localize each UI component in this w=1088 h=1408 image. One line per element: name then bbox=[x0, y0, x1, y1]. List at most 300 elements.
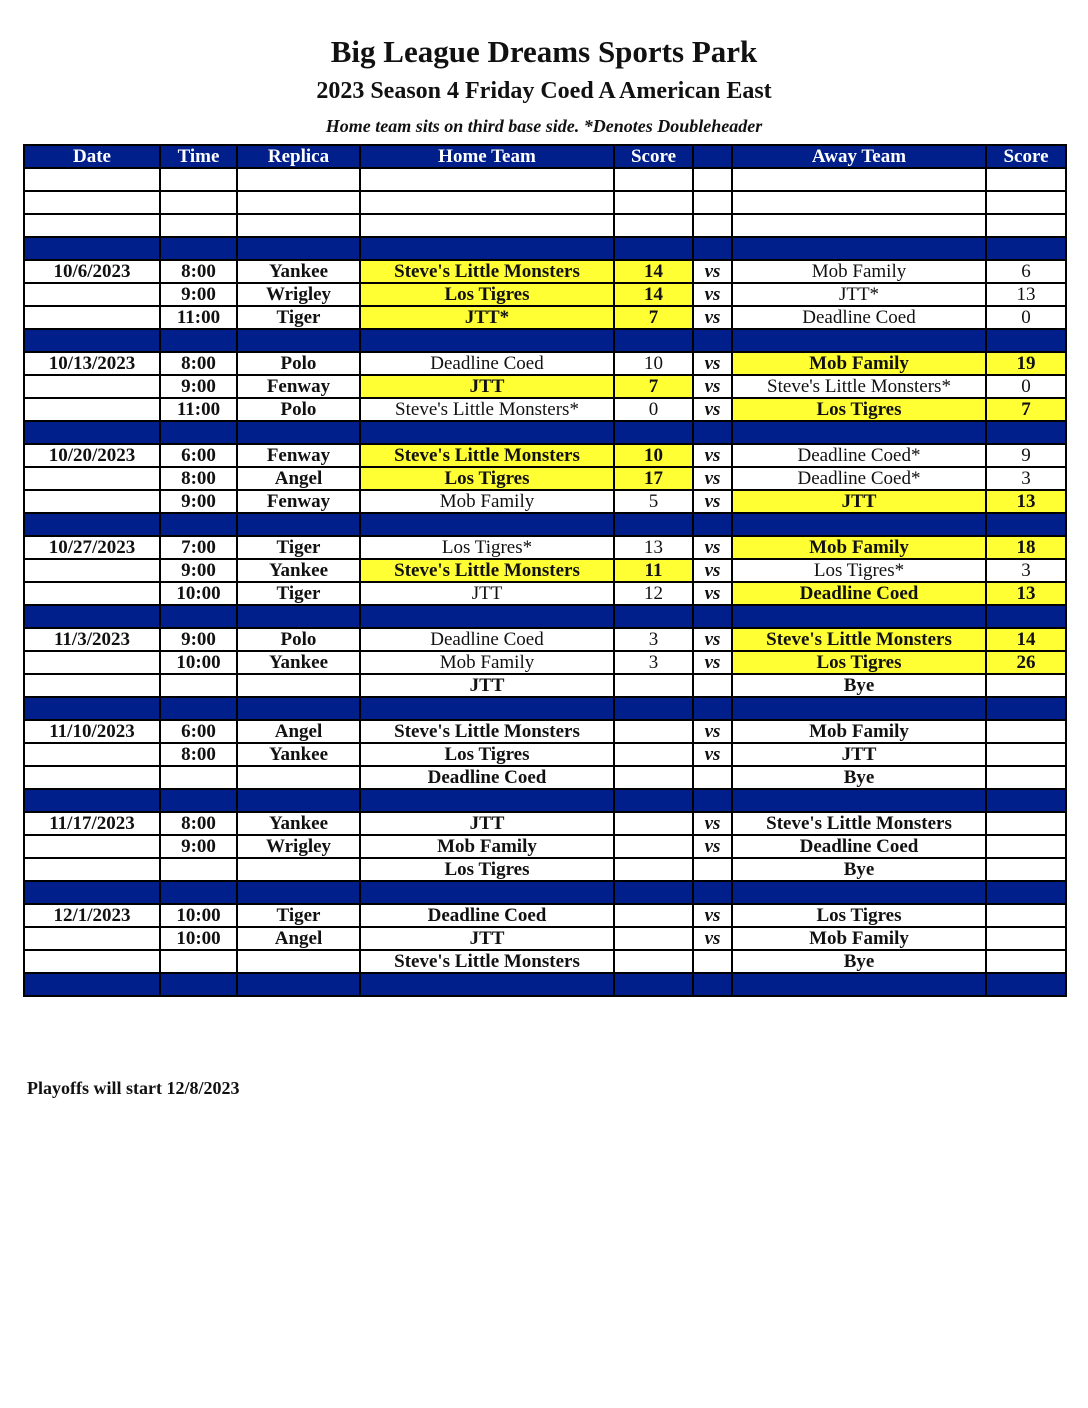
empty-cell bbox=[614, 237, 693, 260]
game-row bbox=[24, 812, 1066, 835]
replica-cell bbox=[237, 766, 360, 789]
home-score-cell: 11 bbox=[614, 559, 693, 582]
replica-cell: Fenway bbox=[237, 375, 360, 398]
vs-cell: vs bbox=[693, 375, 732, 398]
date-cell: 11/3/2023 bbox=[24, 628, 160, 651]
empty-cell bbox=[614, 214, 693, 237]
empty-cell bbox=[24, 329, 160, 352]
home-score-cell bbox=[614, 812, 693, 835]
empty-cell bbox=[160, 237, 237, 260]
empty-cell bbox=[160, 214, 237, 237]
replica-cell: Fenway bbox=[237, 490, 360, 513]
replica-cell: Tiger bbox=[237, 904, 360, 927]
empty-cell bbox=[24, 697, 160, 720]
date-cell: 11/17/2023 bbox=[24, 812, 160, 835]
away-team-cell: Deadline Coed bbox=[732, 582, 986, 605]
date-cell: 10/13/2023 bbox=[24, 352, 160, 375]
empty-cell bbox=[360, 237, 614, 260]
date-cell bbox=[24, 835, 160, 858]
date-cell bbox=[24, 559, 160, 582]
empty-cell bbox=[986, 329, 1066, 352]
empty-cell bbox=[360, 789, 614, 812]
away-score-cell: 0 bbox=[986, 375, 1066, 398]
time-cell: 10:00 bbox=[160, 904, 237, 927]
game-row bbox=[24, 628, 1066, 651]
vs-cell: vs bbox=[693, 582, 732, 605]
date-cell bbox=[24, 674, 160, 697]
replica-cell bbox=[237, 950, 360, 973]
col-date-header: Date bbox=[24, 145, 160, 168]
replica-cell: Tiger bbox=[237, 306, 360, 329]
home-team-cell: Los Tigres bbox=[360, 283, 614, 306]
empty-cell bbox=[160, 191, 237, 214]
time-cell bbox=[160, 950, 237, 973]
empty-cell bbox=[986, 973, 1066, 996]
empty-cell bbox=[693, 881, 732, 904]
away-team-cell: Mob Family bbox=[732, 260, 986, 283]
empty-cell bbox=[360, 214, 614, 237]
game-row bbox=[24, 651, 1066, 674]
empty-cell bbox=[693, 973, 732, 996]
home-score-cell: 10 bbox=[614, 444, 693, 467]
away-team-cell: Bye bbox=[732, 950, 986, 973]
page-note: Home team sits on third base side. *Denotes Doubleheader bbox=[325, 116, 763, 136]
home-team-cell: Los Tigres bbox=[360, 467, 614, 490]
game-row bbox=[24, 398, 1066, 421]
replica-cell: Polo bbox=[237, 352, 360, 375]
away-team-cell: Mob Family bbox=[732, 927, 986, 950]
empty-cell bbox=[24, 237, 160, 260]
game-row bbox=[24, 352, 1066, 375]
time-cell: 8:00 bbox=[160, 352, 237, 375]
empty-cell bbox=[693, 329, 732, 352]
home-score-cell: 14 bbox=[614, 260, 693, 283]
blank-row bbox=[24, 191, 1066, 214]
time-cell: 9:00 bbox=[160, 559, 237, 582]
empty-cell bbox=[986, 881, 1066, 904]
empty-cell bbox=[24, 214, 160, 237]
date-cell bbox=[24, 766, 160, 789]
week-separator-row bbox=[24, 973, 1066, 996]
home-score-cell: 10 bbox=[614, 352, 693, 375]
page-title: Big League Dreams Sports Park bbox=[330, 34, 758, 69]
time-cell: 10:00 bbox=[160, 582, 237, 605]
empty-cell bbox=[360, 697, 614, 720]
replica-cell: Angel bbox=[237, 927, 360, 950]
home-team-cell: Los Tigres bbox=[360, 743, 614, 766]
empty-cell bbox=[732, 697, 986, 720]
empty-cell bbox=[732, 789, 986, 812]
empty-cell bbox=[360, 168, 614, 191]
away-score-cell: 13 bbox=[986, 283, 1066, 306]
time-cell: 9:00 bbox=[160, 283, 237, 306]
empty-cell bbox=[614, 513, 693, 536]
game-row bbox=[24, 720, 1066, 743]
away-score-cell bbox=[986, 812, 1066, 835]
empty-cell bbox=[732, 168, 986, 191]
header-row bbox=[24, 145, 1066, 168]
away-score-cell bbox=[986, 858, 1066, 881]
home-score-cell: 17 bbox=[614, 467, 693, 490]
empty-cell bbox=[24, 168, 160, 191]
away-score-cell: 9 bbox=[986, 444, 1066, 467]
empty-cell bbox=[732, 421, 986, 444]
empty-cell bbox=[986, 168, 1066, 191]
away-team-cell: Bye bbox=[732, 766, 986, 789]
empty-cell bbox=[237, 237, 360, 260]
empty-cell bbox=[24, 789, 160, 812]
vs-cell: vs bbox=[693, 651, 732, 674]
empty-cell bbox=[24, 973, 160, 996]
vs-cell: vs bbox=[693, 927, 732, 950]
vs-cell: vs bbox=[693, 306, 732, 329]
replica-cell: Polo bbox=[237, 398, 360, 421]
home-team-cell: JTT* bbox=[360, 306, 614, 329]
empty-cell bbox=[732, 605, 986, 628]
home-team-cell: JTT bbox=[360, 375, 614, 398]
game-row bbox=[24, 927, 1066, 950]
replica-cell: Angel bbox=[237, 720, 360, 743]
col-replica-header: Replica bbox=[237, 145, 360, 168]
empty-cell bbox=[160, 513, 237, 536]
date-cell bbox=[24, 283, 160, 306]
replica-cell: Polo bbox=[237, 628, 360, 651]
replica-cell: Tiger bbox=[237, 536, 360, 559]
replica-cell: Yankee bbox=[237, 812, 360, 835]
empty-cell bbox=[237, 513, 360, 536]
empty-cell bbox=[160, 421, 237, 444]
empty-cell bbox=[160, 697, 237, 720]
empty-cell bbox=[732, 237, 986, 260]
replica-cell: Wrigley bbox=[237, 283, 360, 306]
away-score-cell: 7 bbox=[986, 398, 1066, 421]
home-score-cell: 7 bbox=[614, 375, 693, 398]
game-row bbox=[24, 536, 1066, 559]
date-cell bbox=[24, 950, 160, 973]
away-team-cell: Mob Family bbox=[732, 352, 986, 375]
home-team-cell: Deadline Coed bbox=[360, 904, 614, 927]
home-team-cell: Deadline Coed bbox=[360, 766, 614, 789]
week-separator-row bbox=[24, 513, 1066, 536]
away-team-cell: Los Tigres* bbox=[732, 559, 986, 582]
home-team-cell: Steve's Little Monsters* bbox=[360, 398, 614, 421]
home-team-cell: JTT bbox=[360, 812, 614, 835]
game-row bbox=[24, 835, 1066, 858]
week-separator-row bbox=[24, 881, 1066, 904]
home-score-cell bbox=[614, 835, 693, 858]
empty-cell bbox=[732, 214, 986, 237]
game-row bbox=[24, 490, 1066, 513]
away-team-cell: JTT* bbox=[732, 283, 986, 306]
empty-cell bbox=[693, 421, 732, 444]
empty-cell bbox=[693, 513, 732, 536]
game-row bbox=[24, 559, 1066, 582]
empty-cell bbox=[614, 789, 693, 812]
vs-cell: vs bbox=[693, 559, 732, 582]
home-team-cell: Los Tigres* bbox=[360, 536, 614, 559]
col-time-header: Time bbox=[160, 145, 237, 168]
vs-cell: vs bbox=[693, 628, 732, 651]
replica-cell: Wrigley bbox=[237, 835, 360, 858]
date-cell bbox=[24, 467, 160, 490]
col-home-score-header: Score bbox=[614, 145, 693, 168]
home-team-cell: Steve's Little Monsters bbox=[360, 950, 614, 973]
empty-cell bbox=[160, 789, 237, 812]
empty-cell bbox=[237, 881, 360, 904]
home-score-cell bbox=[614, 720, 693, 743]
vs-cell: vs bbox=[693, 260, 732, 283]
time-cell: 8:00 bbox=[160, 812, 237, 835]
date-cell: 10/6/2023 bbox=[24, 260, 160, 283]
home-team-cell: Steve's Little Monsters bbox=[360, 260, 614, 283]
away-team-cell: Los Tigres bbox=[732, 398, 986, 421]
vs-cell bbox=[693, 950, 732, 973]
away-team-cell: Steve's Little Monsters* bbox=[732, 375, 986, 398]
away-team-cell: Mob Family bbox=[732, 536, 986, 559]
away-score-cell: 3 bbox=[986, 559, 1066, 582]
home-score-cell: 7 bbox=[614, 306, 693, 329]
away-score-cell bbox=[986, 720, 1066, 743]
col-home-team-header: Home Team bbox=[360, 145, 614, 168]
time-cell: 8:00 bbox=[160, 743, 237, 766]
empty-cell bbox=[986, 789, 1066, 812]
col-away-team-header: Away Team bbox=[732, 145, 986, 168]
home-team-cell: Steve's Little Monsters bbox=[360, 444, 614, 467]
home-score-cell bbox=[614, 858, 693, 881]
empty-cell bbox=[360, 973, 614, 996]
empty-cell bbox=[614, 421, 693, 444]
game-row bbox=[24, 582, 1066, 605]
vs-cell: vs bbox=[693, 720, 732, 743]
away-score-cell bbox=[986, 766, 1066, 789]
home-score-cell bbox=[614, 743, 693, 766]
time-cell bbox=[160, 858, 237, 881]
empty-cell bbox=[986, 214, 1066, 237]
empty-cell bbox=[160, 881, 237, 904]
week-separator-row bbox=[24, 605, 1066, 628]
home-team-cell: Mob Family bbox=[360, 835, 614, 858]
game-row bbox=[24, 306, 1066, 329]
game-row bbox=[24, 743, 1066, 766]
empty-cell bbox=[732, 513, 986, 536]
blank-row bbox=[24, 168, 1066, 191]
time-cell: 11:00 bbox=[160, 398, 237, 421]
empty-cell bbox=[614, 881, 693, 904]
empty-cell bbox=[24, 513, 160, 536]
empty-cell bbox=[986, 697, 1066, 720]
empty-cell bbox=[360, 513, 614, 536]
time-cell: 9:00 bbox=[160, 490, 237, 513]
vs-cell: vs bbox=[693, 743, 732, 766]
home-team-cell: JTT bbox=[360, 582, 614, 605]
away-score-cell bbox=[986, 835, 1066, 858]
vs-cell: vs bbox=[693, 352, 732, 375]
vs-cell: vs bbox=[693, 283, 732, 306]
game-row bbox=[24, 950, 1066, 973]
vs-cell: vs bbox=[693, 398, 732, 421]
empty-cell bbox=[693, 789, 732, 812]
away-score-cell: 0 bbox=[986, 306, 1066, 329]
vs-cell bbox=[693, 858, 732, 881]
home-team-cell: Deadline Coed bbox=[360, 352, 614, 375]
empty-cell bbox=[693, 214, 732, 237]
away-team-cell: Mob Family bbox=[732, 720, 986, 743]
date-cell bbox=[24, 582, 160, 605]
home-score-cell: 14 bbox=[614, 283, 693, 306]
empty-cell bbox=[360, 191, 614, 214]
empty-cell bbox=[693, 697, 732, 720]
vs-cell: vs bbox=[693, 835, 732, 858]
home-score-cell: 3 bbox=[614, 651, 693, 674]
empty-cell bbox=[693, 237, 732, 260]
empty-cell bbox=[986, 191, 1066, 214]
away-team-cell: JTT bbox=[732, 490, 986, 513]
away-team-cell: Bye bbox=[732, 674, 986, 697]
away-team-cell: Deadline Coed bbox=[732, 306, 986, 329]
time-cell: 7:00 bbox=[160, 536, 237, 559]
date-cell: 10/27/2023 bbox=[24, 536, 160, 559]
date-cell bbox=[24, 743, 160, 766]
away-score-cell: 6 bbox=[986, 260, 1066, 283]
col-vs-header bbox=[693, 145, 732, 168]
time-cell: 10:00 bbox=[160, 927, 237, 950]
time-cell: 6:00 bbox=[160, 720, 237, 743]
empty-cell bbox=[160, 605, 237, 628]
away-team-cell: Deadline Coed bbox=[732, 835, 986, 858]
home-team-cell: Steve's Little Monsters bbox=[360, 720, 614, 743]
home-score-cell: 12 bbox=[614, 582, 693, 605]
replica-cell: Fenway bbox=[237, 444, 360, 467]
date-cell bbox=[24, 490, 160, 513]
away-team-cell: Steve's Little Monsters bbox=[732, 812, 986, 835]
playoffs-note: Playoffs will start 12/8/2023 bbox=[27, 1078, 240, 1098]
empty-cell bbox=[693, 191, 732, 214]
vs-cell: vs bbox=[693, 467, 732, 490]
replica-cell: Yankee bbox=[237, 559, 360, 582]
away-score-cell bbox=[986, 743, 1066, 766]
away-team-cell: Deadline Coed* bbox=[732, 444, 986, 467]
empty-cell bbox=[360, 329, 614, 352]
vs-cell: vs bbox=[693, 490, 732, 513]
away-score-cell bbox=[986, 950, 1066, 973]
replica-cell: Angel bbox=[237, 467, 360, 490]
empty-cell bbox=[986, 421, 1066, 444]
away-team-cell: Deadline Coed* bbox=[732, 467, 986, 490]
empty-cell bbox=[732, 329, 986, 352]
game-row bbox=[24, 283, 1066, 306]
time-cell: 8:00 bbox=[160, 467, 237, 490]
date-cell bbox=[24, 375, 160, 398]
home-score-cell bbox=[614, 904, 693, 927]
replica-cell bbox=[237, 674, 360, 697]
empty-cell bbox=[614, 973, 693, 996]
date-cell: 10/20/2023 bbox=[24, 444, 160, 467]
away-team-cell: Los Tigres bbox=[732, 904, 986, 927]
date-cell bbox=[24, 927, 160, 950]
week-separator-row bbox=[24, 237, 1066, 260]
empty-cell bbox=[160, 973, 237, 996]
home-score-cell bbox=[614, 674, 693, 697]
away-score-cell: 18 bbox=[986, 536, 1066, 559]
home-score-cell: 3 bbox=[614, 628, 693, 651]
empty-cell bbox=[237, 168, 360, 191]
empty-cell bbox=[614, 329, 693, 352]
away-score-cell bbox=[986, 674, 1066, 697]
time-cell: 10:00 bbox=[160, 651, 237, 674]
blank-row bbox=[24, 214, 1066, 237]
home-score-cell bbox=[614, 950, 693, 973]
empty-cell bbox=[986, 605, 1066, 628]
away-team-cell: JTT bbox=[732, 743, 986, 766]
date-cell: 12/1/2023 bbox=[24, 904, 160, 927]
time-cell: 8:00 bbox=[160, 260, 237, 283]
week-separator-row bbox=[24, 697, 1066, 720]
empty-cell bbox=[237, 973, 360, 996]
home-score-cell: 0 bbox=[614, 398, 693, 421]
date-cell bbox=[24, 306, 160, 329]
away-score-cell: 3 bbox=[986, 467, 1066, 490]
empty-cell bbox=[693, 168, 732, 191]
game-row bbox=[24, 674, 1066, 697]
empty-cell bbox=[732, 881, 986, 904]
home-score-cell: 13 bbox=[614, 536, 693, 559]
home-team-cell: Mob Family bbox=[360, 651, 614, 674]
date-cell bbox=[24, 398, 160, 421]
date-cell bbox=[24, 858, 160, 881]
home-team-cell: Steve's Little Monsters bbox=[360, 559, 614, 582]
empty-cell bbox=[237, 697, 360, 720]
replica-cell bbox=[237, 858, 360, 881]
game-row bbox=[24, 260, 1066, 283]
away-team-cell: Bye bbox=[732, 858, 986, 881]
vs-cell: vs bbox=[693, 536, 732, 559]
time-cell: 9:00 bbox=[160, 835, 237, 858]
empty-cell bbox=[360, 605, 614, 628]
vs-cell: vs bbox=[693, 904, 732, 927]
time-cell bbox=[160, 674, 237, 697]
replica-cell: Yankee bbox=[237, 651, 360, 674]
empty-cell bbox=[237, 329, 360, 352]
empty-cell bbox=[24, 421, 160, 444]
away-score-cell: 13 bbox=[986, 582, 1066, 605]
home-team-cell: Deadline Coed bbox=[360, 628, 614, 651]
away-score-cell: 19 bbox=[986, 352, 1066, 375]
empty-cell bbox=[360, 421, 614, 444]
empty-cell bbox=[693, 605, 732, 628]
empty-cell bbox=[237, 789, 360, 812]
empty-cell bbox=[614, 605, 693, 628]
game-row bbox=[24, 766, 1066, 789]
time-cell: 11:00 bbox=[160, 306, 237, 329]
home-team-cell: JTT bbox=[360, 674, 614, 697]
time-cell: 9:00 bbox=[160, 628, 237, 651]
away-score-cell bbox=[986, 927, 1066, 950]
vs-cell: vs bbox=[693, 444, 732, 467]
time-cell bbox=[160, 766, 237, 789]
game-row bbox=[24, 904, 1066, 927]
vs-cell: vs bbox=[693, 812, 732, 835]
week-separator-row bbox=[24, 789, 1066, 812]
empty-cell bbox=[237, 214, 360, 237]
home-team-cell: JTT bbox=[360, 927, 614, 950]
schedule-table bbox=[23, 144, 1067, 997]
away-score-cell: 14 bbox=[986, 628, 1066, 651]
game-row bbox=[24, 375, 1066, 398]
vs-cell bbox=[693, 766, 732, 789]
empty-cell bbox=[614, 168, 693, 191]
vs-cell bbox=[693, 674, 732, 697]
schedule-body bbox=[24, 168, 1066, 996]
